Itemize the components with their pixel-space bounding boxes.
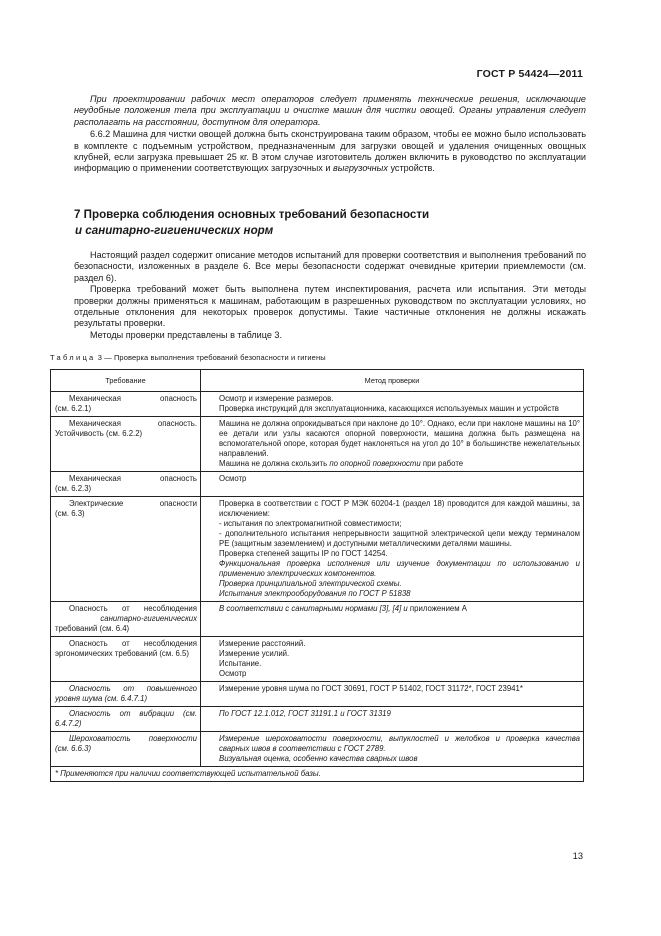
method-cell: Измерение уровня шума по ГОСТ 30691, ГОСТ Р 51402, ГОСТ 31172*, ГОСТ 23941* [201,682,584,707]
method-cell: Осмотр [201,472,584,497]
verification-table [50,369,584,782]
table-row [51,392,584,417]
method-cell: Проверка в соответствии с ГОСТ Р МЭК 60204-1 (раздел 18) проводится для каждой машины, за исключением: - испытания по электромагнитной совместимости; - дополнительного испытания непрерывности защитной электрической цепи между терминалом PE (защитным заземлением) и доступными металлическими деталями машины. Проверка степеней защиты IP по ГОСТ 14254. Функциональная проверка исполнения или изучение документации по использованию и применению электрических компонентов. Проверка принципиальной электрической схемы. Испытания электрооборудования по ГОСТ Р 51838 [201,497,584,602]
section-paragraph-1: Настоящий раздел содержит описание методов испытаний для проверки соответствия и выполнения требований по безопасности, изложенных в разделе 6. Все меры безопасности содержат очевидные критерии приемлемости (см. раздел 6). [74,250,586,283]
section-paragraph-3: Методы проверки представлены в таблице 3. [90,329,283,340]
header-requirement: Требование [51,370,201,392]
intro-paragraph-2: 6.6.2 Машина для чистки овощей должна быть сконструирована таким образом, чтобы ее можно было использовать в комплекте с подъемным устройством, предназначенным для загрузки овощей и удаления очищенных овощных клубней, если загрузка превышает 25 кг. В этом случае изготовитель должен включить в руководство по эксплуатации информацию о применении соответствующих загрузочных и выгрузочных устройств. [74,129,586,174]
table-row [51,417,584,472]
intro-paragraph-1: При проектировании рабочих мест операторов следует применять технические решения, исключающие неудобные положения тела при эксплуатации и очистке машин для чистки овощей. Органы управления следует располагать на расстоянии, доступном для оператора. [74,94,586,127]
header-method: Метод проверки [201,370,584,392]
requirement-cell: Механическая опасность. Устойчивость (см. 6.2.2) [51,417,201,472]
method-cell: Измерение шероховатости поверхности, выпуклостей и желобков и проверка качества сварных швов в соответствии с ГОСТ 2789. Визуальная оценка, особенно качества сварных швов [201,732,584,767]
page-number: 13 [572,851,583,861]
table-row [51,637,584,682]
requirement-cell: Опасность от вибрации (см. 6.4.7.2) [51,707,201,732]
table-row [51,707,584,732]
table-row [51,732,584,767]
method-cell: По ГОСТ 12.1.012, ГОСТ 31191.1 и ГОСТ 31319 [201,707,584,732]
method-cell: Машина не должна опрокидываться при наклоне до 10°. Однако, если при наклоне машины на 10° ее детали или узлы касаются опорной поверхности, машина должна быть размещена на вспомогательной опоре, которая будет наклоняться на угол до 10° в большинстве нежелательных направлений. Машина не должна скользить по опорной поверхности при работе [201,417,584,472]
method-cell: Осмотр и измерение размеров. Проверка инструкций для эксплуатационника, касающихся используемых машин и устройств [201,392,584,417]
requirement-cell: Шероховатость поверхности (см. 6.6.3) [51,732,201,767]
table-row [51,602,584,637]
table-footnote-row [51,767,584,782]
requirement-cell: Механическая опасность (см. 6.2.1) [51,392,201,417]
table-header-row [51,370,584,392]
requirement-cell: Электрические опасности (см. 6.3) [51,497,201,602]
table-row [51,497,584,602]
table-row [51,682,584,707]
document-id: ГОСТ Р 54424—2011 [476,68,583,80]
method-cell: В соответствии с санитарными нормами [3], [4] и приложением А [201,602,584,637]
requirement-cell: Опасность от несоблюдения эргономических требований (см. 6.5) [51,637,201,682]
section-title-line-2: и санитарно-гигиенических норм [75,223,274,237]
section-paragraph-2: Проверка требований может быть выполнена путем инспектирования, расчета или испытания. Эти методы проверки должны применяться к машинам, работающим в разрешенных руководством по эксплуатации условиях, но отдельные отклонения для некоторых проверок допустимы. Такие частичные отклонения не должны искажать результаты проверки. [74,284,586,329]
requirement-cell: Опасность от несоблюдения санитарно-гигиенических требований (см. 6.4) [51,602,201,637]
table-caption: Таблица 3 — Проверка выполнения требований безопасности и гигиены [50,353,326,362]
table-footnote: * Применяются при наличии соответствующей испытательной базы. [51,767,584,782]
intro-text [74,94,586,175]
method-cell: Измерение расстояний. Измерение усилий. Испытание. Осмотр [201,637,584,682]
section-title-line-1: 7 Проверка соблюдения основных требований безопасности [74,208,430,221]
table-row [51,472,584,497]
section-7-heading [74,207,429,238]
section-text [74,250,586,341]
requirement-cell: Механическая опасность (см. 6.2.3) [51,472,201,497]
requirement-cell: Опасность от повышенного уровня шума (см. 6.4.7.1) [51,682,201,707]
